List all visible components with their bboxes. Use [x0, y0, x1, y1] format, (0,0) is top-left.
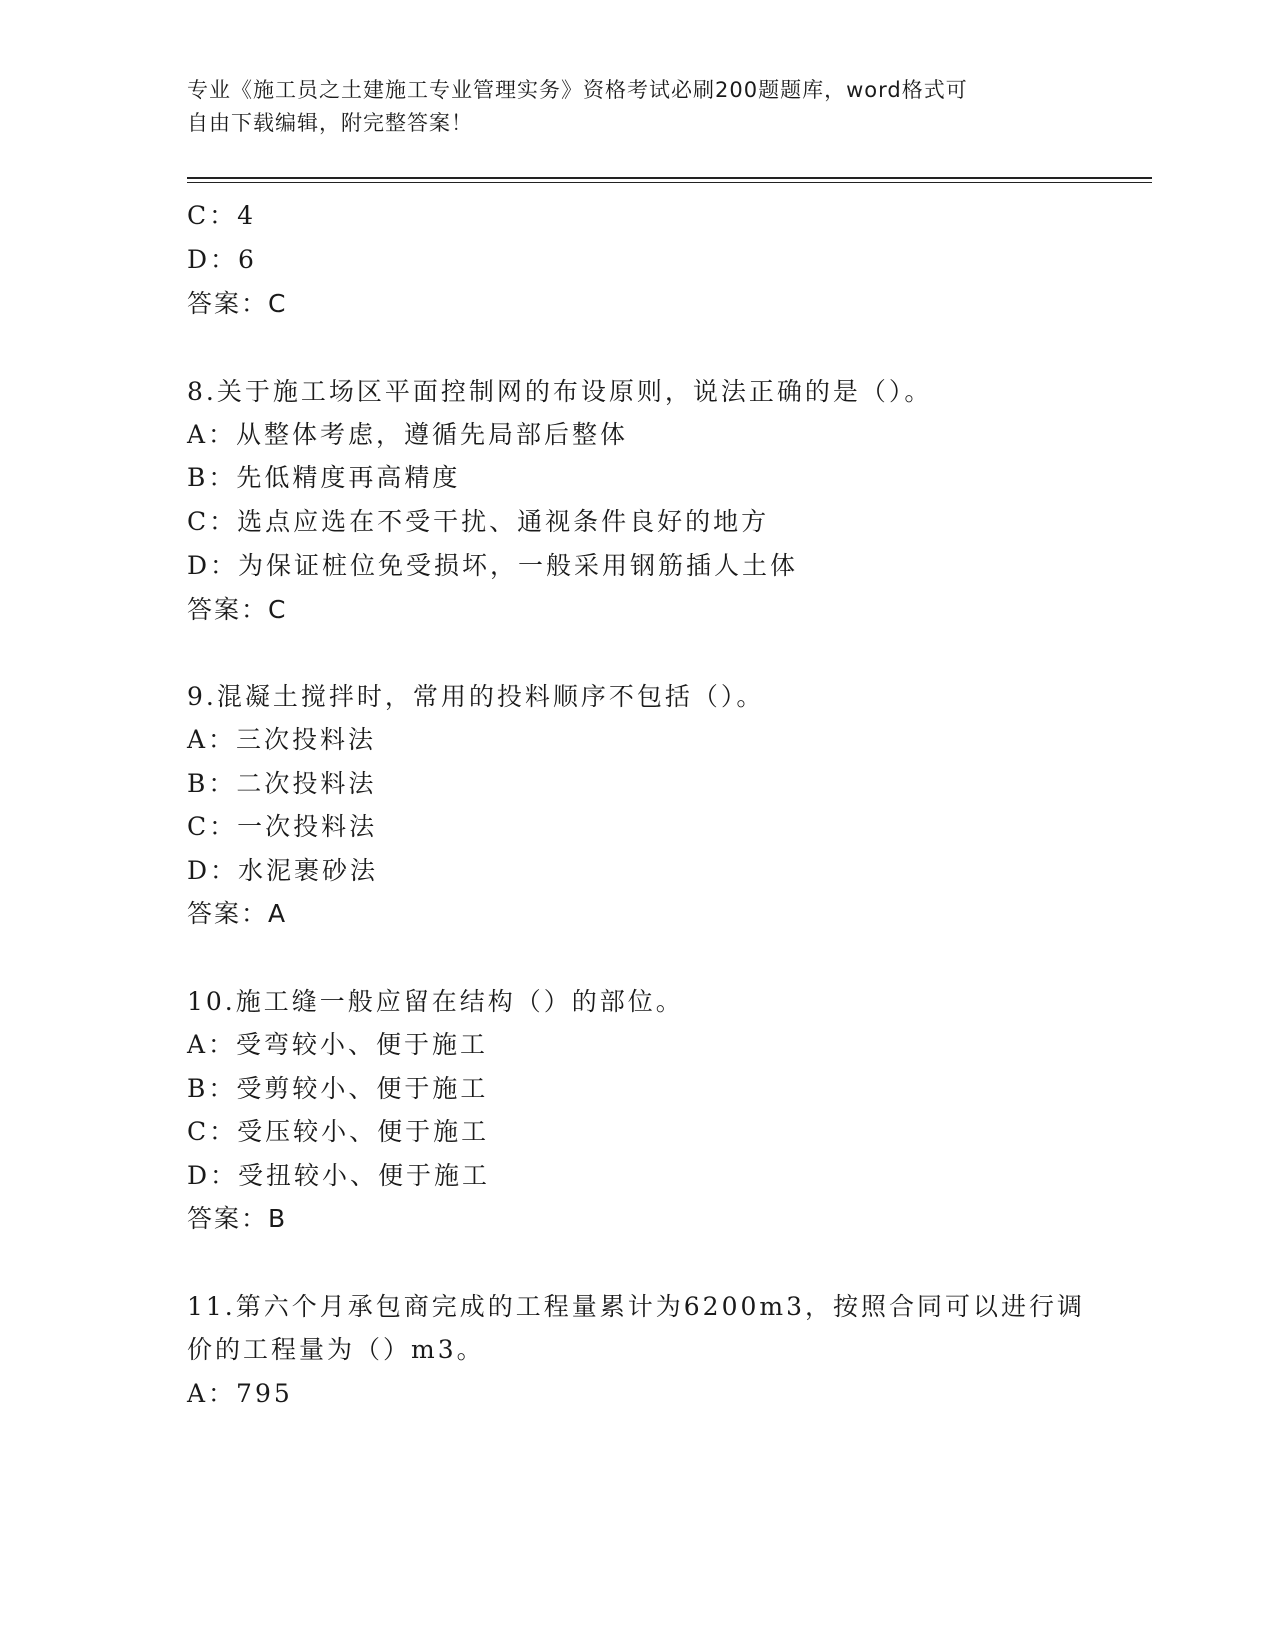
answer-value: C	[268, 595, 288, 624]
answer-line	[187, 1199, 287, 1235]
option-c: C：4	[187, 201, 257, 230]
header-divider-thick	[187, 177, 1152, 179]
option-d: D：受扭较小、便于施工	[187, 1161, 491, 1190]
option-c: C：受压较小、便于施工	[187, 1117, 490, 1146]
header-title-line-1: 专业《施工员之土建施工专业管理实务》资格考试必刷200题题库，word格式可	[187, 78, 968, 102]
option-d: D：水泥裹砂法	[187, 856, 379, 885]
option-b: B：先低精度再高精度	[187, 463, 461, 492]
option-c: C：选点应选在不受干扰、通视条件良好的地方	[187, 507, 770, 536]
answer-label: 答案：	[187, 899, 269, 928]
question-stem: 11.第六个月承包商完成的工程量累计为6200m3，按照合同可以进行调	[187, 1292, 1085, 1321]
answer-line	[187, 894, 287, 930]
question-stem: 9.混凝土搅拌时，常用的投料顺序不包括（）。	[187, 682, 765, 711]
option-b: B：受剪较小、便于施工	[187, 1074, 489, 1103]
answer-value: C	[268, 289, 288, 318]
question-stem: 10.施工缝一般应留在结构（）的部位。	[187, 987, 684, 1016]
page-header	[187, 74, 1087, 140]
question-stem: 8.关于施工场区平面控制网的布设原则，说法正确的是（）。	[187, 377, 933, 406]
option-a: A：从整体考虑，遵循先局部后整体	[187, 420, 629, 449]
answer-value: A	[268, 899, 288, 928]
answer-label: 答案：	[187, 289, 269, 318]
answer-value: B	[268, 1204, 288, 1233]
answer-label: 答案：	[187, 595, 269, 624]
answer-label: 答案：	[187, 1204, 269, 1233]
option-a: A：795	[187, 1379, 293, 1408]
option-a: A：受弯较小、便于施工	[187, 1030, 489, 1059]
question-stem-continued: 价的工程量为（）m3。	[187, 1335, 485, 1364]
option-b: B：二次投料法	[187, 769, 377, 798]
option-c: C：一次投料法	[187, 812, 378, 841]
option-a: A：三次投料法	[187, 725, 377, 754]
option-d: D：为保证桩位免受损坏，一般采用钢筋插人土体	[187, 551, 799, 580]
answer-line	[187, 590, 287, 626]
option-d: D：6	[187, 245, 257, 274]
header-title-line-2: 自由下载编辑，附完整答案！	[187, 111, 473, 135]
header-divider-thin	[187, 182, 1152, 183]
answer-line	[187, 284, 287, 320]
